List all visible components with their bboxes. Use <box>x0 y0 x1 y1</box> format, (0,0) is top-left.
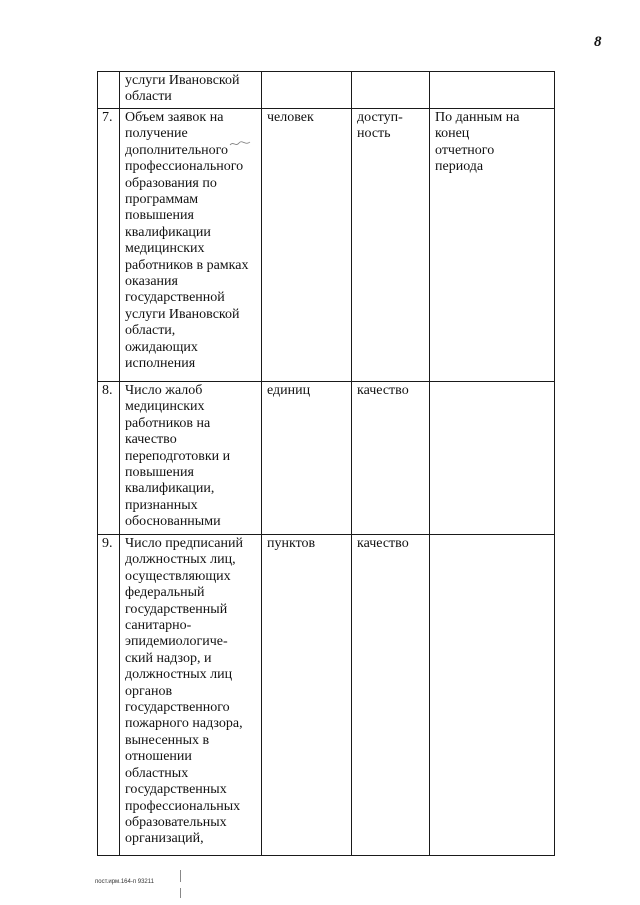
indicator-unit: пунктов <box>262 535 352 856</box>
indicator-note: По данным на конец отчетного периода <box>430 109 555 382</box>
indicator-name: Число предписаний должностных лиц, осуществляющих федеральный государственный санитарно- эпидемиологиче- ский надзор, и должностных лиц органов государственного пожарного надзора, вынесенных в отношении областных государственных профессиональных образовательных организаций, <box>120 535 262 856</box>
scan-mark <box>180 870 181 882</box>
indicator-note <box>430 382 555 535</box>
indicator-type: качество <box>352 535 430 856</box>
indicator-unit: человек <box>262 109 352 382</box>
row-number: 9. <box>98 535 120 856</box>
table-row <box>98 72 555 109</box>
table-row <box>98 382 555 535</box>
indicator-unit <box>262 72 352 109</box>
indicator-type <box>352 72 430 109</box>
row-number <box>98 72 120 109</box>
table-row <box>98 535 555 856</box>
indicator-name: услуги Ивановской области <box>120 72 262 109</box>
indicators-table-wrapper <box>97 71 554 861</box>
indicator-name: Число жалоб медицинских работников на качество переподготовки и повышения квалификации, признанных обоснованными <box>120 382 262 535</box>
indicator-note <box>430 72 555 109</box>
indicator-type: качество <box>352 382 430 535</box>
indicator-unit: единиц <box>262 382 352 535</box>
page-number: 8 <box>594 34 602 50</box>
indicator-type: доступ- ность <box>352 109 430 382</box>
indicator-note <box>430 535 555 856</box>
indicator-name: Объем заявок на получение дополнительного профессионального образования по программам повышения квалификации медицинских работников в рамках оказания государственной услуги Ивановской области, ожидающих исполнения <box>120 109 262 382</box>
indicators-table <box>97 71 555 856</box>
table-row <box>98 109 555 382</box>
scan-mark <box>180 888 181 898</box>
document-footer: пост.ирм.164-п 93211 <box>95 879 154 885</box>
row-number: 7. <box>98 109 120 382</box>
row-number: 8. <box>98 382 120 535</box>
